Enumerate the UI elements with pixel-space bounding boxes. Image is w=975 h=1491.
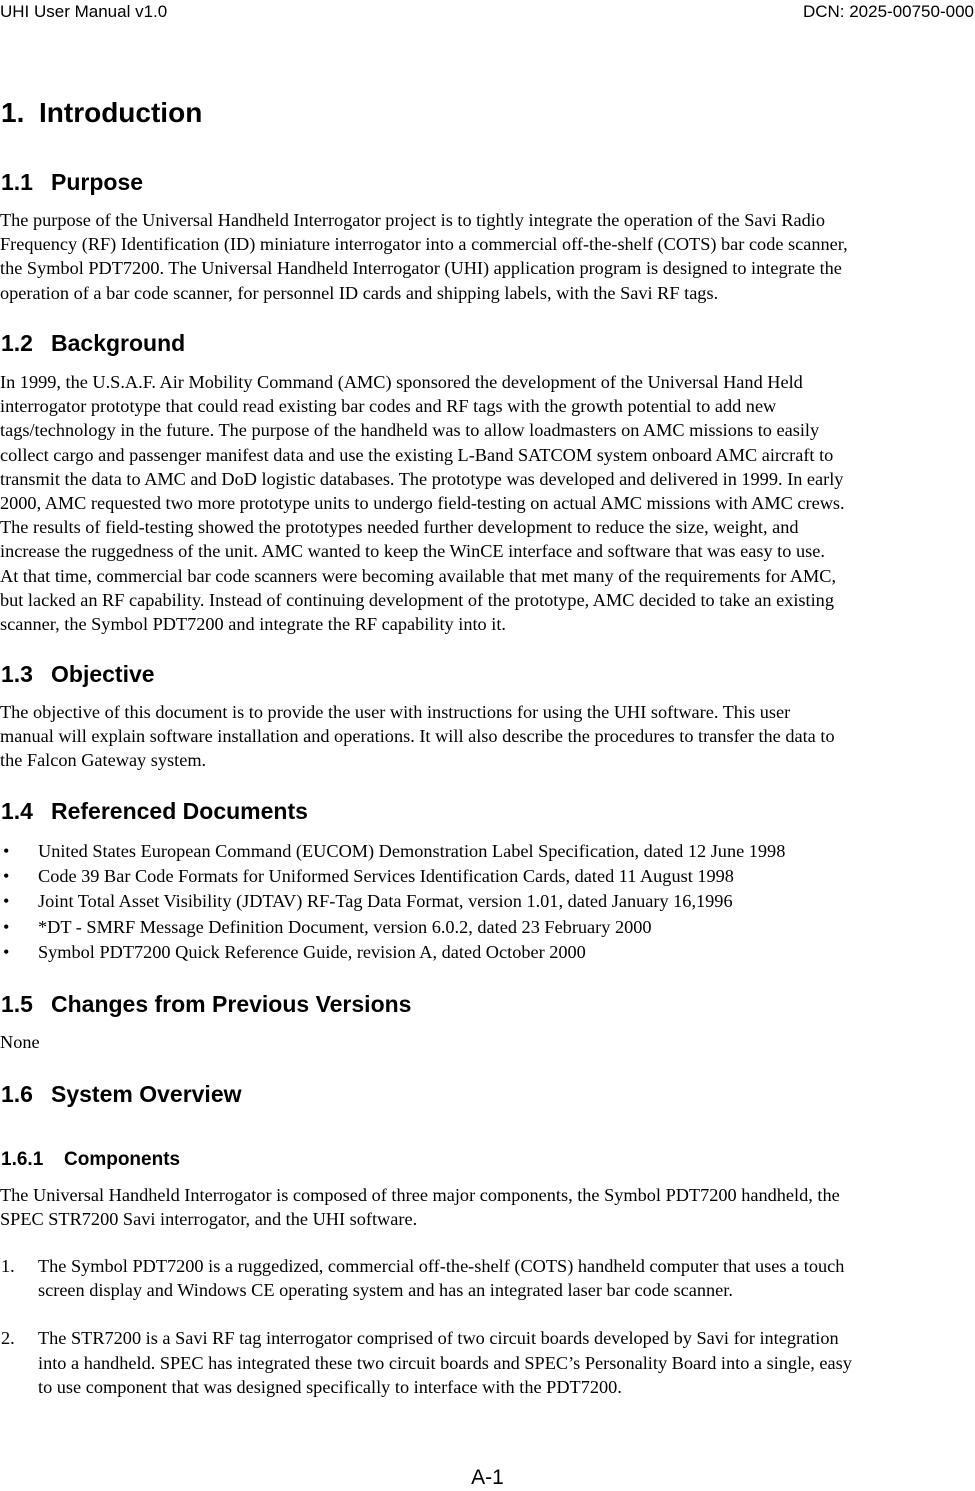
list-item	[0, 889, 975, 914]
text-line: 2000, AMC requested two more prototype units to undergo field-testing on actual AMC missions with AMC crews.	[0, 493, 845, 514]
page-number: A-1	[471, 1466, 504, 1489]
section-title: Components	[64, 1149, 181, 1170]
section-number: 1.	[1, 97, 25, 128]
section-title: Purpose	[51, 169, 144, 195]
list-item-text: *DT - SMRF Message Definition Document, version 6.0.2, dated 23 February 2000	[38, 916, 652, 937]
section-title: System Overview	[51, 1081, 242, 1107]
text-line: the Symbol PDT7200. The Universal Handheld Interrogator (UHI) application program is designed to integrate the	[0, 258, 842, 279]
section-1-5-heading	[1, 990, 411, 1018]
section-title: Introduction	[39, 97, 203, 128]
components-list	[0, 1254, 975, 1423]
section-number: 1.1	[1, 169, 33, 195]
text-line: interrogator prototype that could read existing bar codes and RF tags with the growth potential to add new	[0, 396, 777, 417]
list-item	[0, 839, 975, 864]
text-line: transmit the data to AMC and DoD logistic databases. The prototype was developed and delivered in 1999. In early	[0, 468, 844, 489]
text-line: but lacked an RF capability. Instead of continuing development of the prototype, AMC decided to take an existing	[0, 589, 834, 610]
objective-paragraph	[0, 700, 975, 773]
bullet: •	[3, 916, 10, 937]
components-paragraph	[0, 1183, 975, 1231]
bullet: •	[3, 891, 10, 912]
section-number: 1.3	[1, 661, 33, 687]
text-line: to use component that was designed specifically to interface with the PDT7200.	[38, 1376, 622, 1397]
section-1-6-1-heading	[1, 1148, 180, 1172]
section-number: 1.6	[1, 1081, 33, 1107]
list-item	[0, 915, 975, 940]
section-number: 1.4	[1, 798, 33, 824]
list-item	[0, 940, 975, 965]
text-line: The Universal Handheld Interrogator is composed of three major components, the Symbol PDT7200 handheld, the	[0, 1185, 840, 1205]
list-item-text: United States European Command (EUCOM) Demonstration Label Specification, dated 12 June 1998	[38, 841, 786, 861]
list-item	[0, 1326, 975, 1399]
text-line: the Falcon Gateway system.	[0, 750, 207, 771]
text-line: scanner, the Symbol PDT7200 and integrate the RF capability into it.	[0, 614, 506, 635]
referenced-documents-list	[0, 839, 975, 965]
text-line: The objective of this document is to provide the user with instructions for using the UHI software. This user	[0, 702, 791, 722]
text-line: None	[0, 1032, 40, 1052]
section-1-1-heading	[1, 168, 143, 196]
background-paragraph	[0, 370, 975, 636]
text-line: operation of a bar code scanner, for personnel ID cards and shipping labels, with the Savi RF tags.	[0, 282, 719, 303]
text-line: In 1999, the U.S.A.F. Air Mobility Command (AMC) sponsored the development of the Universal Hand Held	[0, 372, 803, 392]
section-1-6-heading	[1, 1080, 242, 1108]
section-number: 1.6.1	[1, 1149, 44, 1170]
list-item-text: Code 39 Bar Code Formats for Uniformed Services Identification Cards, dated 11 August 1998	[38, 866, 734, 887]
list-item	[0, 864, 975, 889]
header-right: DCN: 2025-00750-000	[802, 2, 974, 21]
section-1-4-heading	[1, 797, 308, 825]
text-line: The results of field-testing showed the prototypes needed further development to reduce the size, weight, and	[0, 517, 799, 538]
list-number: 2.	[1, 1328, 15, 1349]
bullet: •	[3, 941, 10, 962]
text-line: increase the ruggedness of the unit. AMC wanted to keep the WinCE interface and software that was easy to use.	[0, 541, 825, 562]
changes-paragraph	[0, 1030, 975, 1054]
text-line: The Symbol PDT7200 is a ruggedized, commercial off-the-shelf (COTS) handheld computer that uses a touch	[38, 1256, 845, 1276]
text-line: At that time, commercial bar code scanners were becoming available that met many of the requirements for AMC,	[0, 565, 837, 586]
section-title: Background	[51, 330, 186, 356]
text-line: collect cargo and passenger manifest data and use the existing L-Band SATCOM system onboard AMC aircraft to	[0, 444, 834, 465]
list-item-text: Symbol PDT7200 Quick Reference Guide, revision A, dated October 2000	[38, 941, 586, 962]
text-line: screen display and Windows CE operating system and has an integrated laser bar code scanner.	[38, 1280, 733, 1301]
text-line: into a handheld. SPEC has integrated these two circuit boards and SPEC’s Personality Board into a single, easy	[38, 1352, 852, 1373]
section-title: Changes from Previous Versions	[51, 991, 412, 1017]
list-item	[0, 1254, 975, 1302]
text-line: manual will explain software installation and operations. It will also describe the procedures to transfer the data to	[0, 726, 835, 747]
bullet: •	[3, 841, 10, 861]
section-number: 1.2	[1, 330, 33, 356]
text-line: tags/technology in the future. The purpose of the handheld was to allow loadmasters on AMC missions to easily	[0, 420, 820, 441]
list-number: 1.	[1, 1256, 15, 1276]
text-line: The purpose of the Universal Handheld Interrogator project is to tightly integrate the operation of the Savi Radio	[0, 210, 825, 230]
list-item-text: Joint Total Asset Visibility (JDTAV) RF-Tag Data Format, version 1.01, dated January 16,1996	[38, 891, 733, 912]
section-1-3-heading	[1, 660, 155, 688]
text-line: SPEC STR7200 Savi interrogator, and the UHI software.	[0, 1209, 418, 1230]
text-line: The STR7200 is a Savi RF tag interrogator comprised of two circuit boards developed by Savi for integration	[38, 1328, 839, 1349]
section-title: Referenced Documents	[51, 798, 308, 824]
bullet: •	[3, 866, 10, 887]
section-1-heading	[1, 96, 202, 130]
section-1-2-heading	[1, 329, 185, 357]
section-title: Objective	[51, 661, 155, 687]
header-left: UHI User Manual v1.0	[0, 2, 168, 21]
purpose-paragraph	[0, 208, 975, 305]
section-number: 1.5	[1, 991, 33, 1017]
text-line: Frequency (RF) Identification (ID) miniature interrogator into a commercial off-the-shelf (COTS) bar code scanner,	[0, 234, 848, 255]
